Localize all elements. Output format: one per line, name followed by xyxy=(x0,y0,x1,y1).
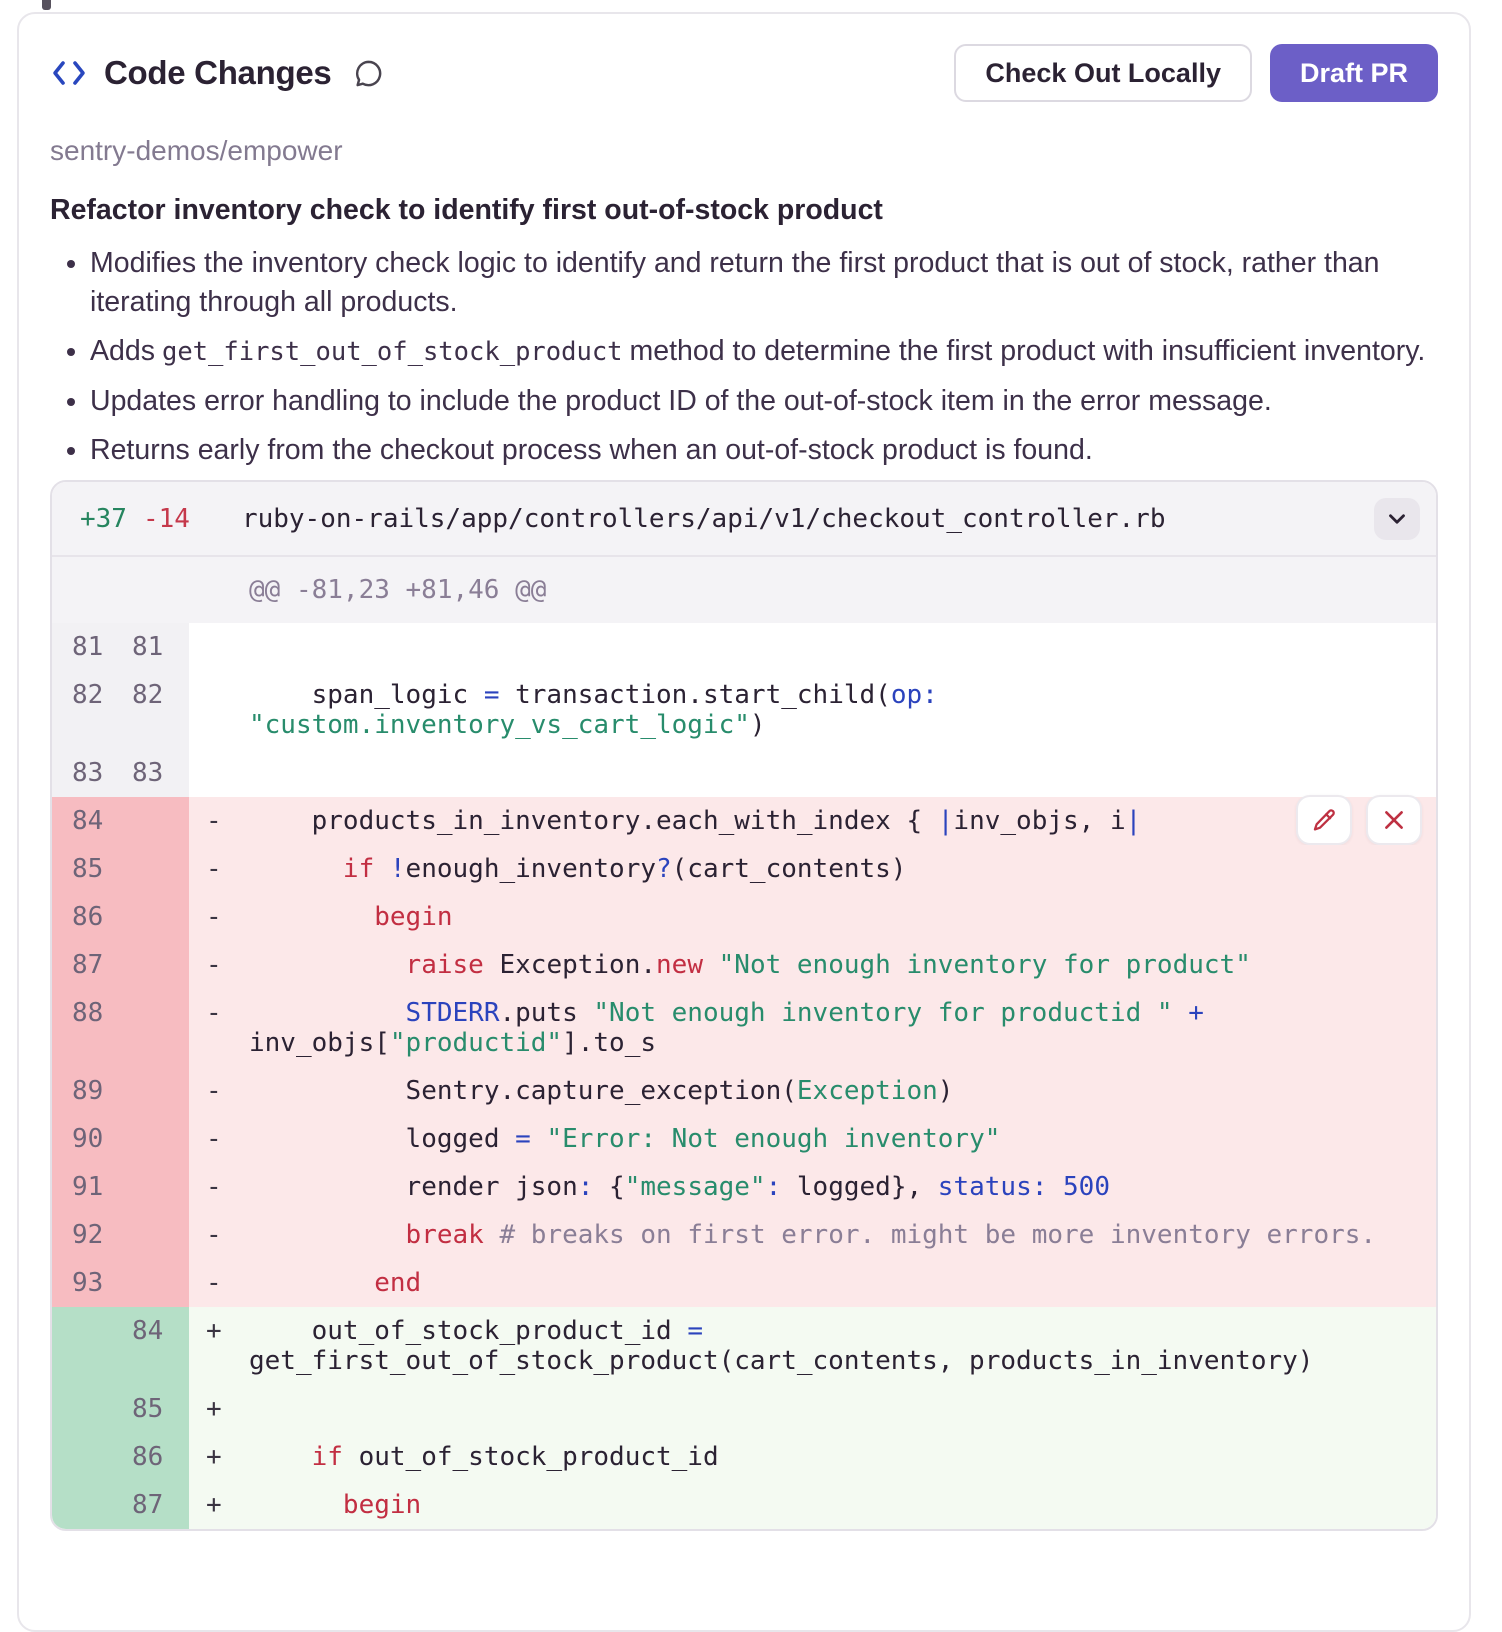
line-number-gutter xyxy=(52,671,189,749)
code-text: break # breaks on first error. might be more inventory errors. xyxy=(405,1220,1377,1250)
new-line-number xyxy=(114,854,189,884)
diff-card xyxy=(50,480,1438,1531)
new-line-number xyxy=(114,806,189,836)
line-number-gutter xyxy=(52,1433,189,1481)
new-line-number xyxy=(114,1268,189,1298)
diff-sign xyxy=(189,749,249,797)
diff-line xyxy=(52,941,1436,989)
old-line-number xyxy=(52,1442,114,1472)
old-line-number: 81 xyxy=(72,632,104,662)
code-text: products_in_inventory.each_with_index { |inv_objs, i| xyxy=(249,806,1142,836)
summary-bullet xyxy=(90,431,1438,470)
old-line-number xyxy=(52,1316,114,1376)
summary-bullet xyxy=(90,244,1438,322)
new-line-number xyxy=(114,902,189,932)
line-number-gutter xyxy=(52,1259,189,1307)
line-number-gutter xyxy=(52,989,189,1067)
bullet-text: Adds xyxy=(90,335,155,367)
old-line-number: 92 xyxy=(72,1220,104,1250)
line-number-gutter xyxy=(52,749,189,797)
diff-sign: + xyxy=(206,1394,222,1424)
old-line-number xyxy=(52,1394,114,1424)
old-line-number: 85 xyxy=(72,854,104,884)
code-text: span_logic = transaction.start_child(op: "custom.inventory_vs_cart_logic") xyxy=(249,680,938,740)
old-line-number: 83 xyxy=(72,758,104,788)
diff-line xyxy=(52,1481,1436,1529)
diff-line xyxy=(52,1385,1436,1433)
old-line-number: 93 xyxy=(72,1268,104,1298)
new-line-number: 87 xyxy=(132,1490,164,1520)
old-line-number xyxy=(52,1490,114,1520)
code-text: if !enough_inventory?(cart_contents) xyxy=(342,854,907,884)
diff-sign: - xyxy=(206,1220,222,1250)
diff-line xyxy=(52,1259,1436,1307)
code-text: raise Exception.new "Not enough inventory for product" xyxy=(405,950,1251,980)
x-icon xyxy=(1381,807,1407,833)
line-number-gutter xyxy=(52,1115,189,1163)
diff-sign: - xyxy=(206,1124,222,1154)
diff-sign: - xyxy=(206,998,222,1028)
reject-hunk-button[interactable] xyxy=(1366,795,1422,845)
new-line-number: 86 xyxy=(132,1442,164,1472)
change-summary-list xyxy=(50,244,1438,470)
line-number-gutter xyxy=(52,893,189,941)
line-number-gutter xyxy=(52,1307,189,1385)
diff-sign: - xyxy=(206,1172,222,1202)
diff-line xyxy=(52,845,1436,893)
new-line-number xyxy=(114,1220,189,1250)
line-number-gutter xyxy=(52,845,189,893)
summary-bullet xyxy=(90,382,1438,421)
diff-sign: - xyxy=(206,1076,222,1106)
repo-name: sentry-demos/empower xyxy=(50,135,343,166)
card-header xyxy=(50,42,1438,104)
new-line-number xyxy=(114,998,189,1058)
bullet-text: Updates error handling to include the product ID of the out-of-stock item in the error message. xyxy=(90,385,1272,417)
diff-line xyxy=(52,1163,1436,1211)
speech-bubble-icon[interactable] xyxy=(353,58,384,89)
chevron-down-icon xyxy=(1384,506,1410,532)
old-line-number: 87 xyxy=(72,950,104,980)
diff-sign: + xyxy=(206,1490,222,1520)
diff-line xyxy=(52,671,1436,749)
diff-line xyxy=(52,1307,1436,1385)
new-line-number: 81 xyxy=(132,632,164,662)
diff-line xyxy=(52,1115,1436,1163)
diff-sign: - xyxy=(206,950,222,980)
old-line-number: 82 xyxy=(72,680,104,710)
diff-line xyxy=(52,749,1436,797)
line-number-gutter xyxy=(52,1211,189,1259)
line-number-gutter xyxy=(52,1385,189,1433)
code-text: out_of_stock_product_id = get_first_out_of_stock_product(cart_contents, products_in_inventory) xyxy=(249,1316,1314,1376)
bullet-text: method to determine the first product with insufficient inventory. xyxy=(629,335,1426,367)
code-text: STDERR.puts "Not enough inventory for productid " + inv_objs["productid"].to_s xyxy=(249,998,1220,1058)
draft-pr-button[interactable]: Draft PR xyxy=(1270,44,1438,102)
code-text xyxy=(249,1385,1436,1433)
code-text: if out_of_stock_product_id xyxy=(311,1442,719,1472)
diff-file-header[interactable] xyxy=(52,482,1436,557)
diff-line xyxy=(52,797,1436,845)
code-text xyxy=(249,749,1436,797)
diff-line xyxy=(52,1067,1436,1115)
code-text: begin xyxy=(374,902,453,932)
old-line-number: 90 xyxy=(72,1124,104,1154)
diff-sign xyxy=(189,623,249,671)
old-line-number: 88 xyxy=(72,998,104,1028)
bullet-text: Returns early from the checkout process when an out-of-stock product is found. xyxy=(90,434,1093,466)
line-number-gutter xyxy=(52,623,189,671)
file-path: ruby-on-rails/app/controllers/api/v1/checkout_controller.rb xyxy=(241,503,1166,534)
code-text: render json: {"message": logged}, status: 500 xyxy=(249,1172,1110,1202)
summary-bullet xyxy=(90,332,1438,372)
code-text: begin xyxy=(342,1490,422,1520)
diff-line xyxy=(52,989,1436,1067)
diff-sign: - xyxy=(206,1268,222,1298)
diff-sign: - xyxy=(206,902,222,932)
new-line-number xyxy=(114,1076,189,1106)
old-line-number: 86 xyxy=(72,902,104,932)
old-line-number: 91 xyxy=(72,1172,104,1202)
new-line-number: 85 xyxy=(132,1394,164,1424)
check-out-locally-button[interactable]: Check Out Locally xyxy=(954,44,1252,102)
new-line-number xyxy=(114,1124,189,1154)
old-line-number: 84 xyxy=(72,806,104,836)
new-line-number xyxy=(114,950,189,980)
new-line-number xyxy=(114,1172,189,1202)
diff-line xyxy=(52,1433,1436,1481)
additions-count: +37 xyxy=(80,503,127,534)
diff-line xyxy=(52,893,1436,941)
diff-line xyxy=(52,1211,1436,1259)
code-brackets-icon xyxy=(50,58,88,88)
bullet-text: Modifies the inventory check logic to identify and return the first product that is out of stock, rather than iterating through all products. xyxy=(90,247,1380,318)
hunk-header: @@ -81,23 +81,46 @@ xyxy=(52,557,1436,623)
new-line-number: 82 xyxy=(132,680,164,710)
page-title: Code Changes xyxy=(104,54,332,91)
old-line-number: 89 xyxy=(72,1076,104,1106)
new-line-number: 84 xyxy=(132,1316,164,1346)
line-number-gutter xyxy=(52,1067,189,1115)
line-number-gutter xyxy=(52,941,189,989)
code-text: end xyxy=(374,1268,422,1298)
scrollbar-thumb[interactable] xyxy=(42,0,51,10)
change-summary-title: Refactor inventory check to identify first out-of-stock product xyxy=(50,194,883,226)
header-actions xyxy=(954,44,1438,102)
diff-sign: - xyxy=(206,854,222,884)
diff-sign: + xyxy=(206,1316,222,1346)
diff-sign: + xyxy=(206,1442,222,1472)
code-text: logged = "Error: Not enough inventory" xyxy=(249,1124,1001,1154)
hunk-actions xyxy=(1296,795,1422,845)
code-changes-card xyxy=(17,12,1471,1632)
new-line-number: 83 xyxy=(132,758,164,788)
diff-line xyxy=(52,623,1436,671)
inline-code: get_first_out_of_stock_product xyxy=(161,337,623,367)
diff-lines xyxy=(52,623,1436,1529)
edit-hunk-button[interactable] xyxy=(1296,795,1352,845)
diff-sign: - xyxy=(206,806,222,836)
code-text xyxy=(249,623,1436,671)
code-text: Sentry.capture_exception(Exception) xyxy=(249,1076,954,1106)
collapse-diff-button[interactable] xyxy=(1374,498,1420,540)
deletions-count: -14 xyxy=(142,503,190,534)
diff-sign xyxy=(189,671,249,749)
line-number-gutter xyxy=(52,797,189,845)
pencil-icon xyxy=(1311,807,1338,834)
line-number-gutter xyxy=(52,1481,189,1529)
line-number-gutter xyxy=(52,1163,189,1211)
header-title-group xyxy=(50,54,384,92)
